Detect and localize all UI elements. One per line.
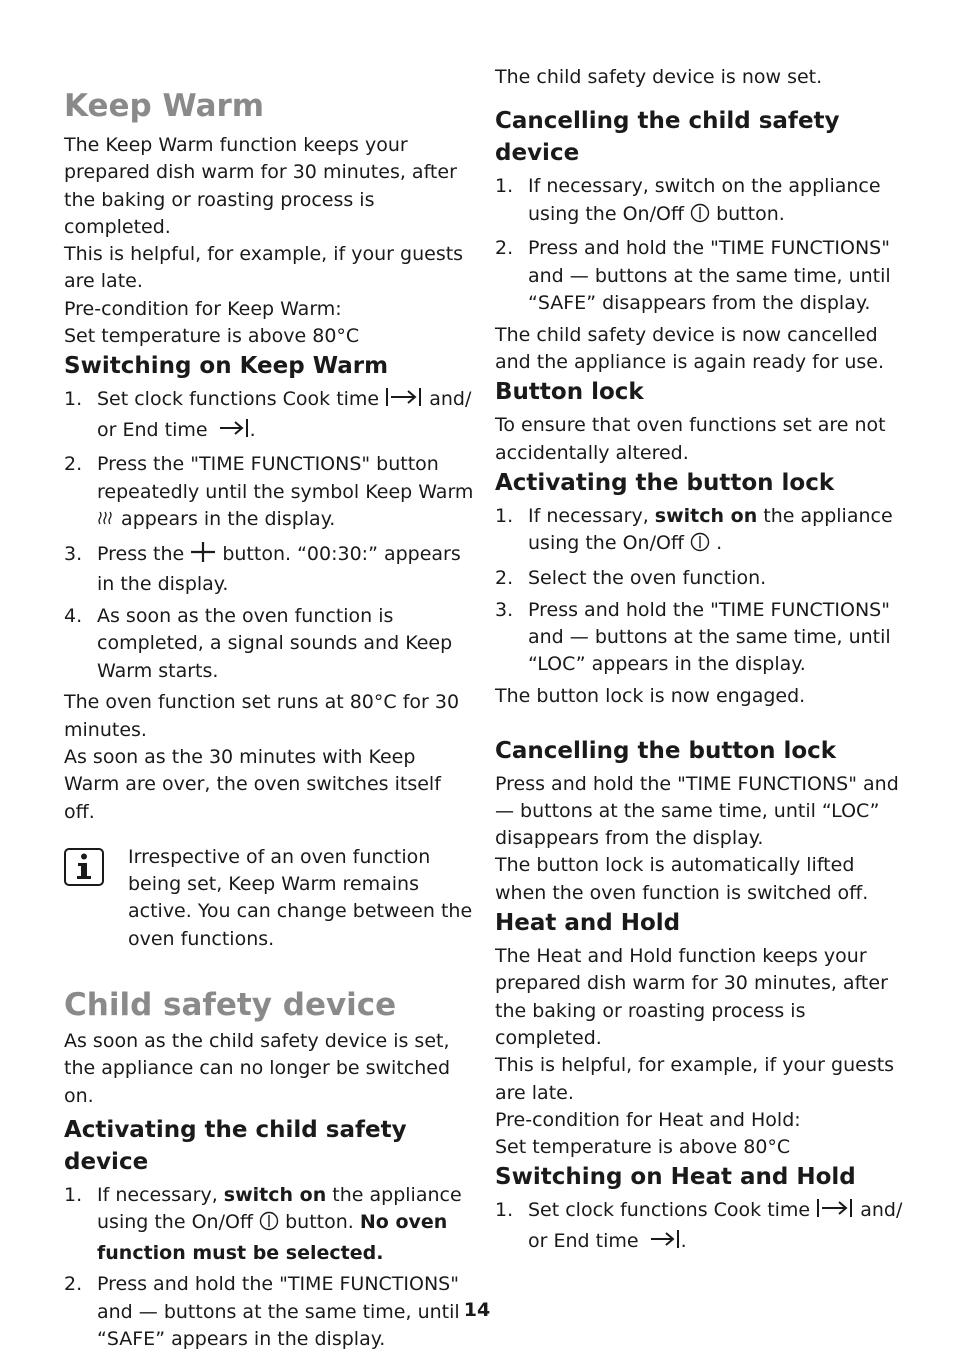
list-item: 3. Press and hold the "TIME FUNCTIONS" and — buttons at the same time, until “LOC” appears in the display.	[495, 598, 891, 676]
switching-on-keep-warm-title: Switching on Keep Warm	[64, 353, 389, 380]
heat-and-hold-precondition-2: Set temperature is above 80°C	[495, 1136, 791, 1159]
keep-warm-icon	[97, 509, 115, 536]
cancelling-button-lock-text-1: Press and hold the "TIME FUNCTIONS" and — buttons at the same time, until “LOC” disappears from the display.	[495, 772, 899, 850]
heat-and-hold-title: Heat and Hold	[495, 910, 681, 937]
left-column	[64, 84, 474, 1358]
keep-warm-after-1: The oven function set runs at 80°C for 30 minutes.	[64, 691, 460, 741]
info-note	[64, 844, 474, 953]
power-icon	[690, 203, 710, 231]
list-item: 2. Press the "TIME FUNCTIONS" button repeatedly until the symbol Keep Warm appears in the display.	[64, 451, 474, 536]
keep-warm-precondition-2: Set temperature is above 80°C	[64, 325, 360, 348]
cancelling-button-lock-text-2: The button lock is automatically lifted when the oven function is switched off.	[495, 854, 869, 904]
activating-button-lock-steps	[495, 503, 907, 679]
keep-warm-intro-1: The Keep Warm function keeps your prepared dish warm for 30 minutes, after the baking or roasting process is completed.	[64, 134, 457, 238]
keep-warm-precondition-1: Pre-condition for Keep Warm:	[64, 297, 342, 320]
list-item: 2. Select the oven function.	[495, 567, 767, 590]
info-text: Irrespective of an oven function being set, Keep Warm remains active. You can change between the oven functions.	[128, 845, 473, 950]
button-lock-text: To ensure that oven functions set are not accidentally altered.	[495, 414, 886, 464]
cancelling-child-safety-after: The child safety device is now cancelled and the appliance is again ready for use.	[495, 323, 885, 374]
list-item: 3. Press the button. “00:30:” appears in the display.	[64, 542, 461, 596]
keep-warm-title: Keep Warm	[64, 88, 265, 124]
cancelling-child-safety-steps	[495, 173, 907, 317]
page-number: 14	[463, 1299, 491, 1321]
activating-button-lock-title: Activating the button lock	[495, 469, 835, 496]
end-time-icon	[645, 1228, 681, 1258]
button-lock-engaged-text: The button lock is now engaged.	[495, 685, 806, 708]
heat-and-hold-precondition-1: Pre-condition for Heat and Hold:	[495, 1108, 801, 1131]
keep-warm-intro-2: This is helpful, for example, if your guests are late.	[64, 243, 464, 293]
info-icon	[64, 848, 104, 886]
power-icon	[690, 532, 710, 560]
heat-and-hold-steps	[495, 1197, 907, 1258]
list-item: 1. If necessary, switch on the appliance using the On/Off button. No oven function must be selected.	[64, 1183, 462, 1264]
cook-time-icon	[385, 386, 423, 416]
power-icon	[259, 1211, 279, 1239]
list-item: 1. Set clock functions Cook time and/ or End time .	[495, 1197, 907, 1258]
end-time-icon	[214, 417, 250, 447]
list-item: 1. Set clock functions Cook time and/ or End time .	[64, 386, 474, 447]
cancelling-child-safety-title: Cancelling the child safety device	[495, 108, 840, 167]
list-item: 2. Press and hold the "TIME FUNCTIONS" and — buttons at the same time, until “SAFE” appears in the display.	[64, 1273, 460, 1350]
keep-warm-steps	[64, 386, 474, 684]
plus-icon	[190, 541, 216, 571]
child-safety-title: Child safety device	[64, 987, 397, 1024]
button-lock-title: Button lock	[495, 379, 644, 406]
list-item: 4. As soon as the oven function is completed, a signal sounds and Keep Warm starts.	[64, 604, 453, 682]
keep-warm-after-2: As soon as the 30 minutes with Keep Warm are over, the oven switches itself off.	[64, 745, 441, 823]
cook-time-icon	[816, 1197, 854, 1227]
list-item: 1. If necessary, switch on the appliance using the On/Off .	[495, 503, 907, 561]
switching-on-heat-and-hold-title: Switching on Heat and Hold	[495, 1164, 856, 1191]
heat-and-hold-intro-1: The Heat and Hold function keeps your prepared dish warm for 30 minutes, after the baking or roasting process is completed.	[495, 945, 888, 1049]
heat-and-hold-intro-2: This is helpful, for example, if your guests are late.	[495, 1054, 895, 1104]
activating-child-safety-title: Activating the child safety device	[64, 1116, 407, 1175]
list-item: 2. Press and hold the "TIME FUNCTIONS" and — buttons at the same time, until “SAFE” disappears from the display.	[495, 237, 891, 314]
cancelling-button-lock-title: Cancelling the button lock	[495, 737, 837, 764]
child-safety-intro: As soon as the child safety device is set, the appliance can no longer be switched on.	[64, 1030, 451, 1107]
list-item: 1. If necessary, switch on the appliance using the On/Off button.	[495, 173, 907, 231]
child-safety-set-text: The child safety device is now set.	[495, 66, 823, 88]
activating-child-safety-steps	[64, 1182, 474, 1353]
right-column	[495, 64, 907, 1263]
